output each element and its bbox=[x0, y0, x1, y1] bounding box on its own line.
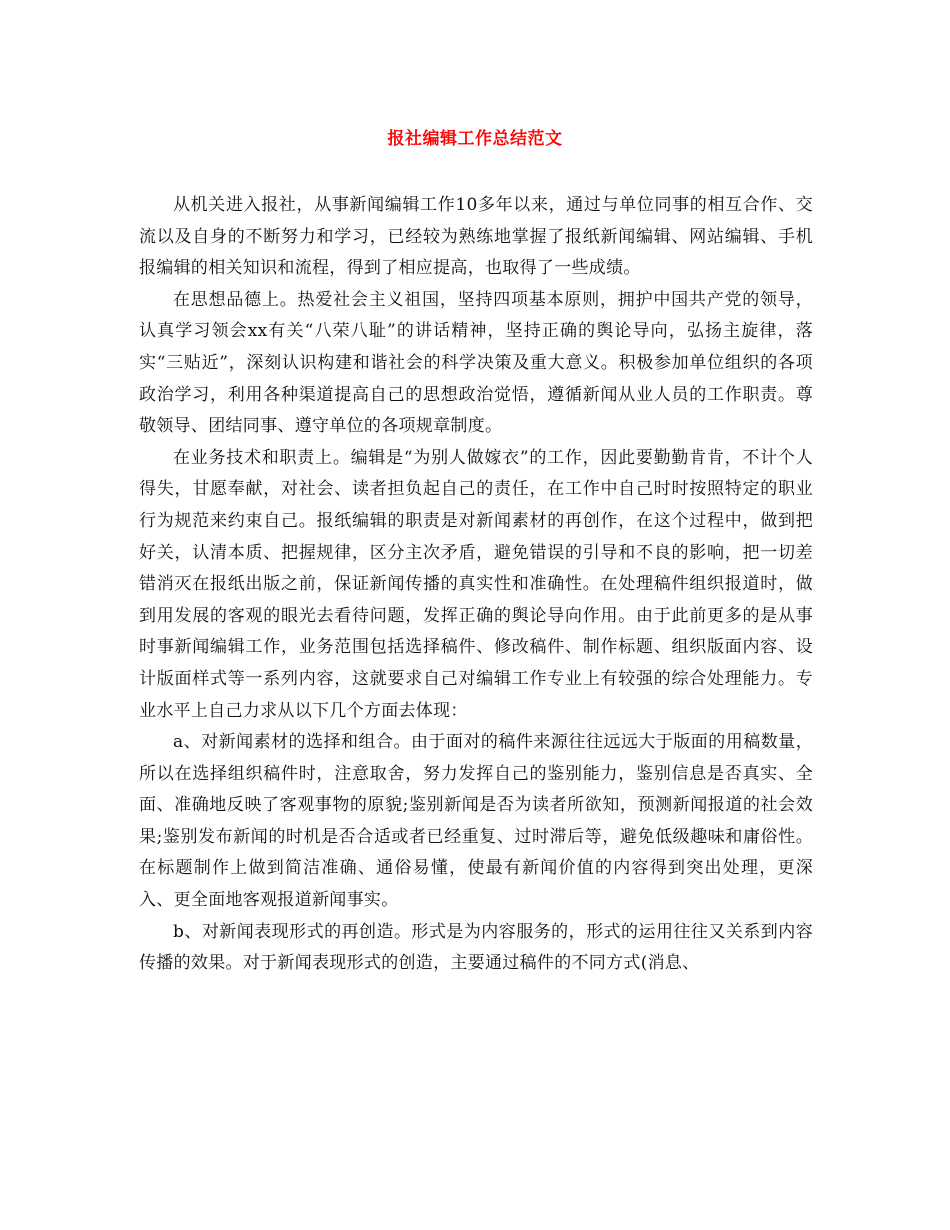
document-title: 报社编辑工作总结范文 bbox=[387, 129, 563, 149]
document-body bbox=[139, 190, 813, 980]
paragraph-ideology: 在思想品德上。热爱社会主义祖国，坚持四项基本原则，拥护中国共产党的领导，认真学习领会xx有关“八荣八耻”的讲话精神，坚持正确的舆论导向，弘扬主旋律，落实“三贴近”，深刻认识构建和谐社会的科学决策及重大意义。积极参加单位组织的各项政治学习，利用各种渠道提高自己的思想政治觉悟，遵循新闻从业人员的工作职责。尊敬领导、团结同事、遵守单位的各项规章制度。 bbox=[139, 289, 813, 437]
paragraph-professional-duties: 在业务技术和职责上。编辑是“为别人做嫁衣”的工作，因此要勤勤肯肯，不计个人得失，甘愿奉献，对社会、读者担负起自己的责任，在工作中自己时时按照特定的职业行为规范来约束自己。报纸编辑的职责是对新闻素材的再创作，在这个过程中，做到把好关，认清本质、把握规律，区分主次矛盾，避免错误的引导和不良的影响，把一切差错消灭在报纸出版之前，保证新闻传播的真实性和准确性。在处理稿件组织报道时，做到用发展的客观的眼光去看待问题，发挥正确的舆论导向作用。由于此前更多的是从事时事新闻编辑工作，业务范围包括选择稿件、修改稿件、制作标题、组织版面内容、设计版面样式等一系列内容，这就要求自己对编辑工作专业上有较强的综合处理能力。专业水平上自己力求从以下几个方面去体现： bbox=[139, 447, 813, 721]
paragraph-intro: 从机关进入报社，从事新闻编辑工作10多年以来，通过与单位同事的相互合作、交流以及自身的不断努力和学习，已经较为熟练地掌握了报纸新闻编辑、网站编辑、手机报编辑的相关知识和流程，得到了相应提高，也取得了一些成绩。 bbox=[139, 195, 813, 279]
paragraph-item-a: a、对新闻素材的选择和组合。由于面对的稿件来源往往远远大于版面的用稿数量，所以在选择组织稿件时，注意取舍，努力发挥自己的鉴别能力，鉴别信息是否真实、全面、准确地反映了客观事物的原貌;鉴别新闻是否为读者所欲知，预测新闻报道的社会效果;鉴别发布新闻的时机是否合适或者已经重复、过时滞后等，避免低级趣味和庸俗性。在标题制作上做到简洁准确、通俗易懂，使最有新闻价值的内容得到突出处理，更深入、更全面地客观报道新闻事实。 bbox=[139, 732, 813, 911]
paragraph-item-b: b、对新闻表现形式的再创造。形式是为内容服务的，形式的运用往往又关系到内容传播的效果。对于新闻表现形式的创造，主要通过稿件的不同方式(消息、 bbox=[139, 921, 813, 974]
